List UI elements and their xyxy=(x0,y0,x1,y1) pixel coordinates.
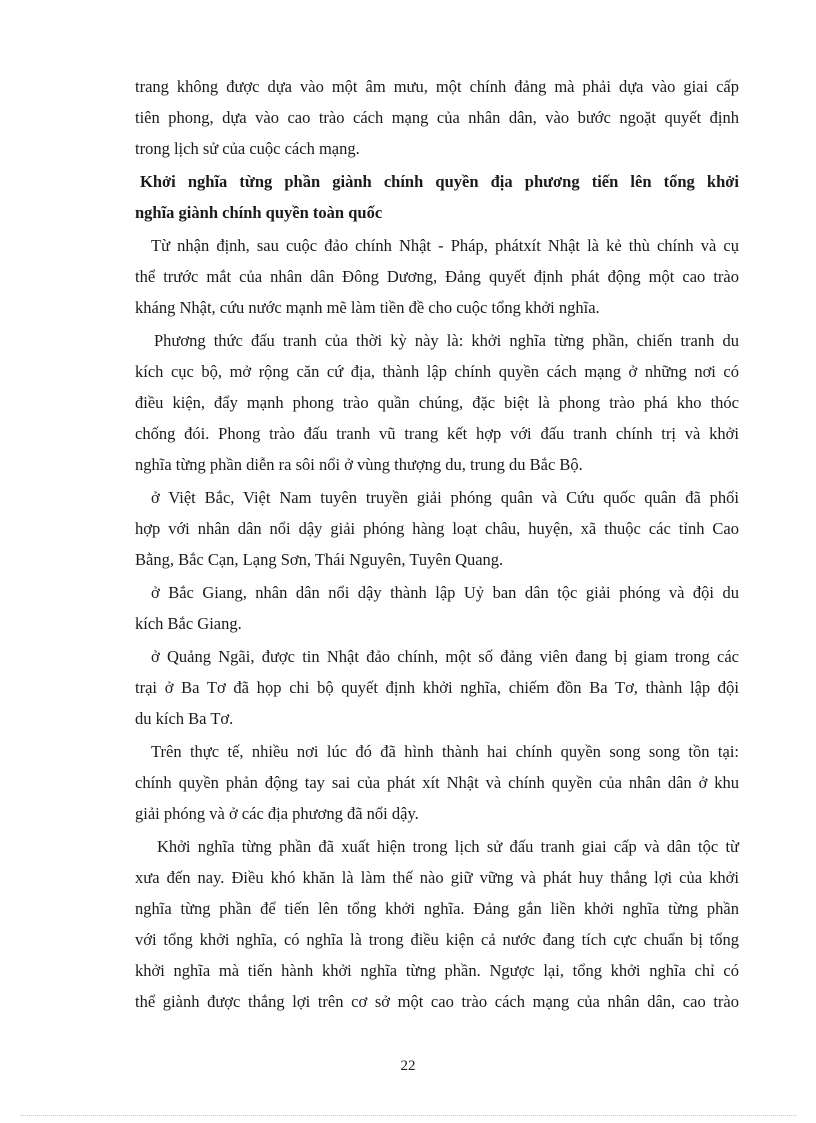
page-bottom-divider xyxy=(20,1115,796,1116)
text-line: nghĩa từng phần diễn ra sôi nổi ở vùng thượng du, trung du Bắc Bộ. xyxy=(135,455,583,474)
text-line: trang không được dựa vào một âm mưu, một chính đảng mà phải dựa vào giai cấp xyxy=(135,77,739,96)
text-line: nghĩa từng phần để tiến lên tổng khởi nghĩa. Đảng gắn liền khởi nghĩa từng phần xyxy=(135,899,739,918)
paragraph xyxy=(135,641,739,734)
text-line: Bằng, Bắc Cạn, Lạng Sơn, Thái Nguyên, Tuyên Quang. xyxy=(135,550,504,569)
text-line: chính quyền phản động tay sai của phát xít Nhật và chính quyền của nhân dân ở khu xyxy=(135,773,739,792)
text-line: ở Bắc Giang, nhân dân nổi dậy thành lập Uỷ ban dân tộc giải phóng và đội du xyxy=(151,583,739,602)
text-line: chống đói. Phong trào đấu tranh vũ trang kết hợp với đấu tranh chính trị và khởi xyxy=(135,424,739,443)
text-line: thể giành được thắng lợi trên cơ sở một cao trào cách mạng của nhân dân, cao trào xyxy=(135,992,739,1011)
text-line: du kích Ba Tơ. xyxy=(135,709,234,728)
text-line: trong lịch sử của cuộc cách mạng. xyxy=(135,139,360,158)
text-line: kháng Nhật, cứu nước mạnh mẽ làm tiền đề cho cuộc tổng khởi nghĩa. xyxy=(135,298,600,317)
text-line: kích cục bộ, mở rộng căn cứ địa, thành lập chính quyền cách mạng ở những nơi có xyxy=(135,362,739,381)
page-number: 22 xyxy=(400,1058,416,1074)
text-line: kích Bắc Giang. xyxy=(135,614,242,633)
paragraph xyxy=(135,230,739,323)
text-line: Khởi nghĩa từng phần đã xuất hiện trong lịch sử đấu tranh giai cấp và dân tộc từ xyxy=(157,837,739,856)
paragraph xyxy=(135,831,739,1017)
paragraph xyxy=(135,71,739,164)
text-line: điều kiện, đẩy mạnh phong trào quần chúng, đặc biệt là phong trào phá kho thóc xyxy=(135,393,739,412)
text-line: với tổng khởi nghĩa, có nghĩa là trong điều kiện cả nước đang tích cực chuẩn bị tổng xyxy=(135,930,739,949)
text-line: tiên phong, dựa vào cao trào cách mạng của nhân dân, vào bước ngoặt quyết định xyxy=(135,108,739,127)
heading-line: Khởi nghĩa từng phần giành chính quyền địa phương tiến lên tổng khởi xyxy=(140,172,739,191)
text-line: hợp với nhân dân nổi dậy giải phóng hàng loạt châu, huyện, xã thuộc các tỉnh Cao xyxy=(135,519,739,538)
text-line: xưa đến nay. Điều khó khăn là làm thế nào giữ vững và phát huy thắng lợi của khởi xyxy=(135,868,739,887)
paragraph xyxy=(135,325,739,480)
text-line: trại ở Ba Tơ đã họp chi bộ quyết định khởi nghĩa, chiếm đồn Ba Tơ, thành lập đội xyxy=(135,678,739,697)
text-line: ở Quảng Ngãi, được tin Nhật đảo chính, một số đảng viên đang bị giam trong các xyxy=(151,647,739,666)
heading-line: nghĩa giành chính quyền toàn quốc xyxy=(135,203,383,222)
text-line: ở Việt Bắc, Việt Nam tuyên truyền giải phóng quân và Cứu quốc quân đã phối xyxy=(151,488,739,507)
text-line: thể trước mắt của nhân dân Đông Dương, Đảng quyết định phát động một cao trào xyxy=(135,267,739,286)
paragraph xyxy=(135,577,739,639)
page-content xyxy=(135,71,739,1017)
text-line: Từ nhận định, sau cuộc đảo chính Nhật - Pháp, phátxít Nhật là kẻ thù chính và cụ xyxy=(151,236,739,255)
paragraph xyxy=(135,736,739,829)
text-line: giải phóng và ở các địa phương đã nổi dậy. xyxy=(135,804,419,823)
section-heading xyxy=(135,166,739,228)
text-line: Phương thức đấu tranh của thời kỳ này là: khởi nghĩa từng phần, chiến tranh du xyxy=(154,331,739,350)
paragraph xyxy=(135,482,739,575)
text-line: khởi nghĩa mà tiến hành khởi nghĩa từng phần. Ngược lại, tổng khởi nghĩa chỉ có xyxy=(135,961,739,980)
text-line: Trên thực tế, nhiều nơi lúc đó đã hình thành hai chính quyền song song tồn tại: xyxy=(151,742,739,761)
